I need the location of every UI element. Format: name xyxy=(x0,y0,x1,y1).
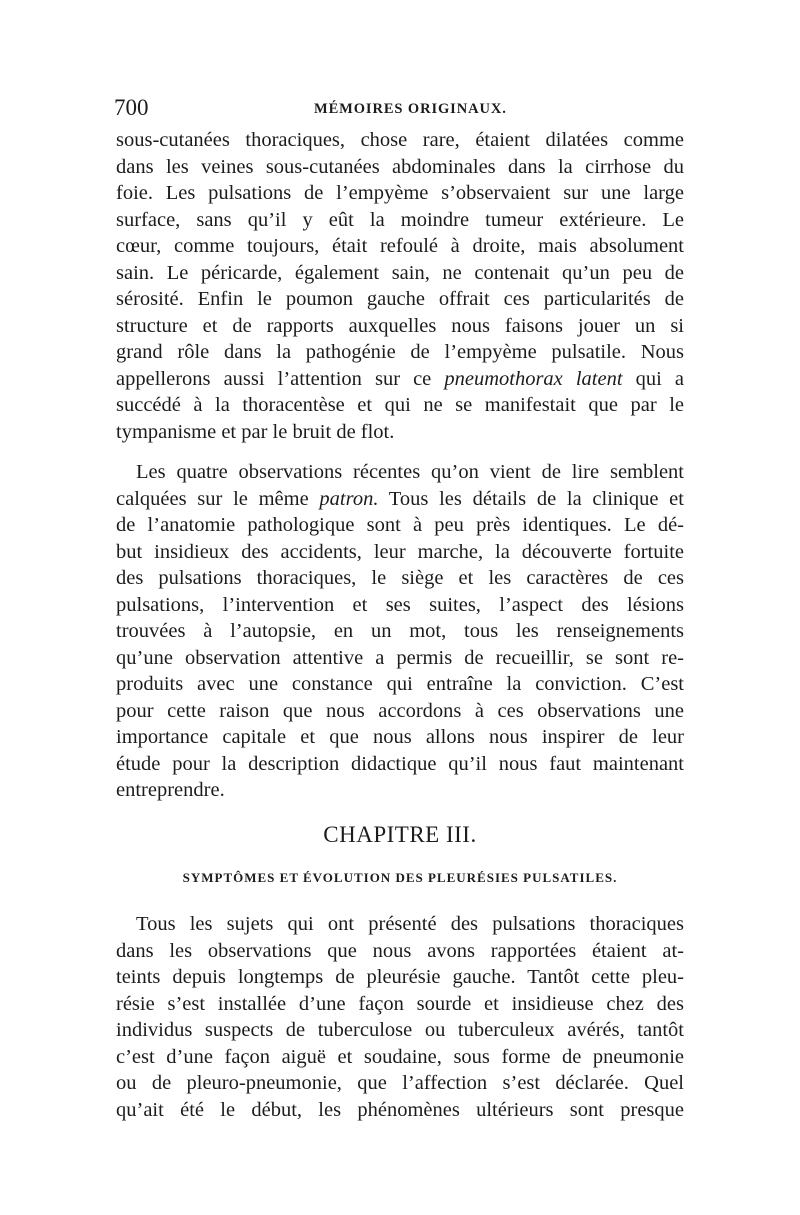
text-line: cœur, comme toujours, était refoulé à droite, mais absolument xyxy=(116,235,684,257)
text-line: tympanisme et par le bruit de flot. xyxy=(116,420,395,443)
chapter-title: CHAPITRE III. xyxy=(323,822,477,847)
text-line: pour cette raison que nous accordons à ces observations une xyxy=(116,699,684,722)
text-line: résie s’est installée d’une façon sourde et insidieuse chez des xyxy=(116,992,684,1015)
text-line: structure et de rapports auxquelles nous faisons jouer un si xyxy=(116,314,684,337)
text-line: Tous les sujets qui ont présenté des pulsations thoraciques xyxy=(136,913,684,935)
text-line: sous-cutanées thoraciques, chose rare, étaient dilatées comme xyxy=(116,129,684,151)
paragraph xyxy=(116,459,684,804)
text-line: pulsations, l’intervention et ses suites, l’aspect des lésions xyxy=(116,593,684,616)
text-line: grand rôle dans la pathogénie de l’empyème pulsatile. Nous xyxy=(116,341,684,363)
text-segment: qui a xyxy=(622,367,684,390)
text-segment: appellerons aussi l’attention sur ce xyxy=(116,367,445,390)
text-line: Les quatre observations récentes qu’on vient de lire semblent xyxy=(136,461,684,483)
text-line: foie. Les pulsations de l’empyème s’observaient sur une large xyxy=(116,182,684,204)
text-line: succédé à la thoracentèse et qui ne se manifestait que par le xyxy=(116,394,684,416)
text-line: qu’ait été le début, les phénomènes ultérieurs sont presque xyxy=(116,1098,684,1121)
paragraph-continuation xyxy=(116,127,684,445)
text-line-with-italic xyxy=(116,486,684,513)
text-segment: calquées sur le même xyxy=(116,487,320,510)
text-line: sérosité. Enfin le poumon gauche offrait ces particularités de xyxy=(116,288,684,310)
text-line: produits avec une constance qui entraîne la conviction. C’est xyxy=(116,673,684,695)
text-line-with-italic xyxy=(116,366,684,393)
text-line: des pulsations thoraciques, le siège et les caractères de ces xyxy=(116,567,684,589)
text-line: teints depuis longtemps de pleurésie gauche. Tantôt cette pleu- xyxy=(116,966,684,988)
text-line: importance capitale et que nous allons nous inspirer de leur xyxy=(116,726,684,748)
text-line: entreprendre. xyxy=(116,779,225,801)
page-number: 700 xyxy=(114,95,149,120)
text-line: dans les veines sous-cutanées abdominales dans la cirrhose du xyxy=(116,155,684,178)
text-line: surface, sans qu’il y eût la moindre tumeur extérieure. Le xyxy=(116,208,684,231)
text-line: individus suspects de tuberculose ou tuberculeux avérés, tantôt xyxy=(116,1019,684,1041)
text-line: but insidieux des accidents, leur marche, la découverte fortuite xyxy=(116,540,684,563)
text-line: sain. Le péricarde, également sain, ne contenait qu’un peu de xyxy=(116,261,684,284)
page-header xyxy=(114,94,686,124)
italic-term: pneumothorax latent xyxy=(444,367,623,390)
text-segment: Tous les détails de la clinique et xyxy=(378,487,684,510)
chapter-subtitle: SYMPTÔMES ET ÉVOLUTION DES PLEURÉSIES PULSATILES. xyxy=(182,870,618,885)
text-line: trouvées à l’autopsie, en un mot, tous les renseignements xyxy=(116,620,684,642)
text-line: de l’anatomie pathologique sont à peu près identiques. Le dé- xyxy=(116,514,684,536)
text-line: étude pour la description didactique qu’il nous faut maintenant xyxy=(116,752,684,775)
text-line: dans les observations que nous avons rapportées étaient at- xyxy=(116,939,684,962)
text-line: qu’une observation attentive a permis de recueillir, se sont re- xyxy=(116,646,684,669)
italic-term: patron. xyxy=(319,487,379,510)
text-line: ou de pleuro-pneumonie, que l’affection s’est déclarée. Quel xyxy=(116,1072,684,1094)
text-line: c’est d’une façon aiguë et soudaine, sous forme de pneumonie xyxy=(116,1045,684,1068)
paragraph xyxy=(116,911,684,1123)
running-head: MÉMOIRES ORIGINAUX. xyxy=(314,101,507,117)
